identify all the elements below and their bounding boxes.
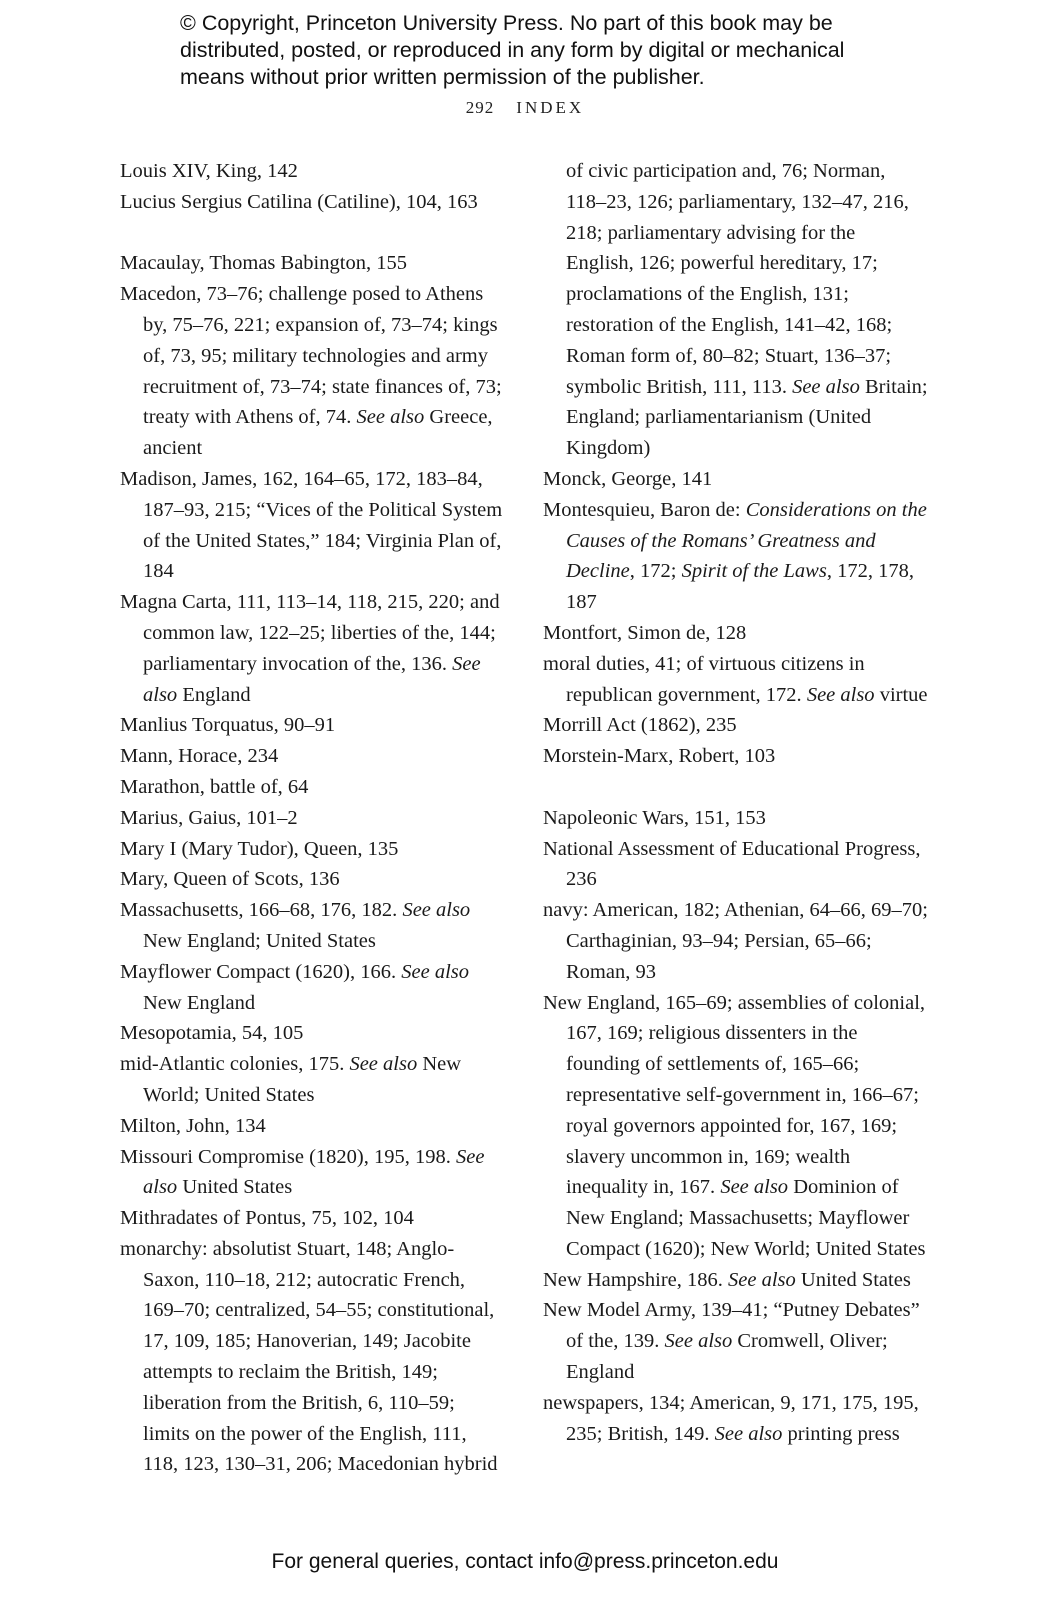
index-entry	[120, 834, 505, 865]
italic-text: Spirit of the Laws	[681, 560, 827, 583]
entry-text: Napoleonic Wars, 151, 153	[543, 806, 766, 829]
entry-text: Mary, Queen of Scots, 136	[120, 868, 340, 891]
entry-text: Magna Carta, 111, 113–14, 118, 215, 220; and common law, 122–25; liberties of the, 144; parliamentary invocation of the, 136.	[120, 591, 500, 675]
index-entry	[120, 279, 505, 464]
index-entry	[120, 464, 505, 587]
entry-text: National Assessment of Educational Progress, 236	[543, 837, 921, 891]
index-entry	[543, 1265, 928, 1296]
entry-text: New World; United States	[143, 1053, 462, 1106]
entry-text: Missouri Compromise (1820), 195, 198.	[120, 1145, 456, 1168]
index-entry	[120, 248, 505, 279]
entry-text: Cromwell, Oliver; England	[566, 1330, 888, 1384]
italic-text: Considerations on the Causes of the Romans’ Greatness and Decline	[566, 498, 927, 583]
entry-text: Mesopotamia, 54, 105	[120, 1022, 304, 1045]
index-entry	[543, 618, 928, 649]
entry-text: Marius, Gaius, 101–2	[120, 806, 298, 829]
entry-text: Madison, James, 162, 164–65, 172, 183–84, 187–93, 215; “Vices of the Political System of the United States,” 184; Virginia Plan of, 184	[120, 467, 503, 583]
entry-text: Britain; England; parliamentarianism (United Kingdom)	[566, 375, 928, 460]
index-entry	[120, 957, 505, 1019]
italic-text: See also	[402, 899, 471, 922]
entry-text: printing press	[782, 1422, 900, 1445]
index-entry	[120, 1203, 505, 1234]
index-entry	[543, 464, 928, 495]
index-entry	[543, 834, 928, 896]
entry-text: New England	[143, 991, 256, 1014]
entry-text: New England; United States	[143, 929, 376, 952]
index-entry	[120, 741, 505, 772]
italic-text: See also	[401, 960, 469, 983]
index-entry	[120, 1142, 505, 1204]
footer-contact: For general queries, contact info@press.princeton.edu	[271, 1550, 779, 1573]
entry-text: New England, 165–69; assemblies of colonial, 167, 169; religious dissenters in the founding of settlements of, 165–66; representative self-government in, 166–67; royal governors appointed for, 167, 169; slavery uncommon in, 169; wealth inequality in, 167.	[543, 991, 926, 1199]
entry-text: Louis XIV, King, 142	[120, 160, 298, 182]
entry-text: Mary I (Mary Tudor), Queen, 135	[120, 837, 399, 860]
italic-text: See also	[349, 1053, 418, 1076]
index-entry	[120, 803, 505, 834]
page-number: 292	[465, 98, 495, 117]
entry-text: New Model Army, 139–41; “Putney Debates” of the, 139.	[543, 1299, 920, 1353]
entry-text: navy: American, 182; Athenian, 64–66, 69–70; Carthaginian, 93–94; Persian, 65–66; Roman, 93	[543, 899, 928, 983]
index-entry	[543, 741, 928, 772]
italic-text: See also	[792, 375, 860, 398]
entry-text: Macedon, 73–76; challenge posed to Athens by, 75–76, 221; expansion of, 73–74; kings of, 73, 95; military technologies and army recruitment of, 73–74; state finances of, 73; treaty with Athens of, 74.	[120, 283, 502, 429]
entry-text: Monck, George, 141	[543, 467, 713, 490]
index-entry	[543, 156, 928, 464]
copyright-notice: © Copyright, Princeton University Press. No part of this book may be distributed, posted, or reproduced in any form by digital or mechanical means without prior written permission of the publisher.	[180, 11, 845, 89]
index-entry	[543, 1295, 928, 1387]
index-entry	[543, 649, 928, 711]
index-column-right	[543, 156, 928, 1449]
italic-text: See also	[143, 652, 481, 706]
section-title: INDEX	[516, 98, 585, 117]
entry-text: Lucius Sergius Catilina (Catiline), 104, 163	[120, 190, 478, 213]
entry-text: , 172, 178, 187	[566, 560, 914, 614]
italic-text: See also	[356, 406, 425, 429]
entry-text: Manlius Torquatus, 90–91	[120, 714, 336, 737]
entry-text: virtue	[874, 683, 928, 706]
index-column-left	[120, 156, 505, 1480]
index-entry	[120, 895, 505, 957]
index-entry	[120, 1234, 505, 1480]
index-entry	[120, 864, 505, 895]
entry-text: moral duties, 41; of virtuous citizens in republican government, 172.	[543, 652, 865, 706]
running-head	[0, 98, 1050, 118]
entry-text: Marathon, battle of, 64	[120, 775, 309, 798]
index-entry	[543, 495, 928, 618]
entry-text: Montesquieu, Baron de:	[543, 498, 746, 521]
index-entry	[120, 1018, 505, 1049]
index-entry	[120, 156, 505, 187]
entry-text: England	[177, 683, 251, 706]
entry-text: Macaulay, Thomas Babington, 155	[120, 252, 407, 275]
italic-text: See also	[714, 1422, 783, 1445]
index-entry	[543, 988, 928, 1265]
entry-text: monarchy: absolutist Stuart, 148; Anglo-Saxon, 110–18, 212; autocratic French, 169–70; centralized, 54–55; constitutional, 17, 109, 185; Hanoverian, 149; Jacobite attempts to reclaim the British, 149; liberation from the British, 6, 110–59; limits on the power of the English, 111, 118, 123, 130–31, 206; Macedonian hybrid	[120, 1237, 498, 1476]
entry-text: newspapers, 134; American, 9, 171, 175, 195, 235; British, 149.	[543, 1391, 919, 1445]
entry-text: , 172;	[629, 560, 682, 583]
index-entry	[543, 1388, 928, 1450]
index-entry	[543, 895, 928, 987]
entry-text: Morrill Act (1862), 235	[543, 714, 737, 737]
index-entry	[120, 1049, 505, 1111]
entry-text: Mayflower Compact (1620), 166.	[120, 960, 402, 983]
entry-text: Dominion of New England; Massachusetts; Mayflower Compact (1620); New World; United States	[566, 1176, 926, 1260]
entry-text: Mann, Horace, 234	[120, 745, 279, 768]
entry-text: Milton, John, 134	[120, 1114, 266, 1137]
index-entry	[543, 710, 928, 741]
entry-text: Montfort, Simon de, 128	[543, 621, 747, 644]
index-entry	[120, 587, 505, 710]
entry-text: New Hampshire, 186.	[543, 1268, 729, 1291]
index-entry	[120, 710, 505, 741]
italic-text: See also	[143, 1145, 485, 1199]
entry-text: Mithradates of Pontus, 75, 102, 104	[120, 1207, 414, 1230]
italic-text: See also	[664, 1330, 733, 1353]
index-entry	[120, 772, 505, 803]
entry-text: Greece, ancient	[143, 406, 493, 460]
entry-text: Morstein-Marx, Robert, 103	[543, 745, 776, 768]
italic-text: See also	[720, 1176, 789, 1199]
entry-text: United States	[177, 1176, 293, 1199]
index-entry	[543, 803, 928, 834]
index-entry	[120, 1111, 505, 1142]
entry-text: United States	[795, 1268, 911, 1291]
index-entry	[120, 187, 505, 218]
entry-text: Massachusetts, 166–68, 176, 182.	[120, 899, 403, 922]
italic-text: See also	[728, 1268, 796, 1291]
italic-text: See also	[806, 683, 875, 706]
entry-text: of civic participation and, 76; Norman, 118–23, 126; parliamentary, 132–47, 216, 218; parliamentary advising for the English, 126; powerful hereditary, 17; proclamations of the English, 131; restoration of the English, 141–42, 168; Roman form of, 80–82; Stuart, 136–37; symbolic British, 111, 113.	[566, 160, 909, 398]
entry-text: mid-Atlantic colonies, 175.	[120, 1053, 350, 1076]
